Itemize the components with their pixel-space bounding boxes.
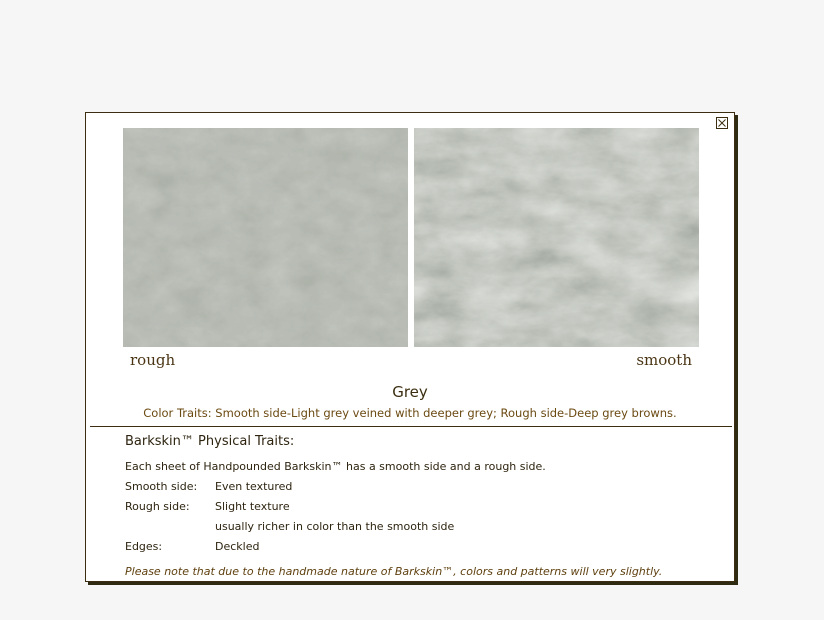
physical-traits-section <box>125 434 725 582</box>
physical-traits-heading: Barkskin™ Physical Traits: <box>125 434 295 449</box>
handmade-note: Please note that due to the handmade nature of Barkskin™, colors and patterns will very slightly. <box>125 565 663 578</box>
color-traits-text: Color Traits: Smooth side-Light grey veined with deeper grey; Rough side-Deep grey browns. <box>143 406 677 420</box>
smooth-side-value: Even textured <box>215 480 293 493</box>
rough-label: rough <box>130 351 176 369</box>
traits-intro: Each sheet of Handpounded Barkskin™ has a smooth side and a rough side. <box>125 460 546 473</box>
swatch-detail-modal <box>85 112 735 582</box>
smooth-label: smooth <box>636 351 692 369</box>
smooth-side-row <box>125 477 725 497</box>
edges-value: Deckled <box>215 540 260 553</box>
edges-row <box>125 537 725 557</box>
smooth-side-swatch-image <box>414 128 699 347</box>
smooth-side-label: Smooth side: <box>125 480 198 493</box>
color-name-title: Grey <box>392 383 428 401</box>
rough-side-value-2: usually richer in color than the smooth side <box>215 520 455 533</box>
close-icon[interactable] <box>716 117 728 129</box>
rough-side-swatch-image <box>123 128 408 347</box>
rough-side-row <box>125 497 725 517</box>
rough-side-row-continued <box>125 517 725 537</box>
rough-side-label: Rough side: <box>125 500 190 513</box>
rough-side-value: Slight texture <box>215 500 290 513</box>
close-x-icon <box>717 118 727 128</box>
section-divider <box>90 426 732 427</box>
edges-label: Edges: <box>125 540 163 553</box>
